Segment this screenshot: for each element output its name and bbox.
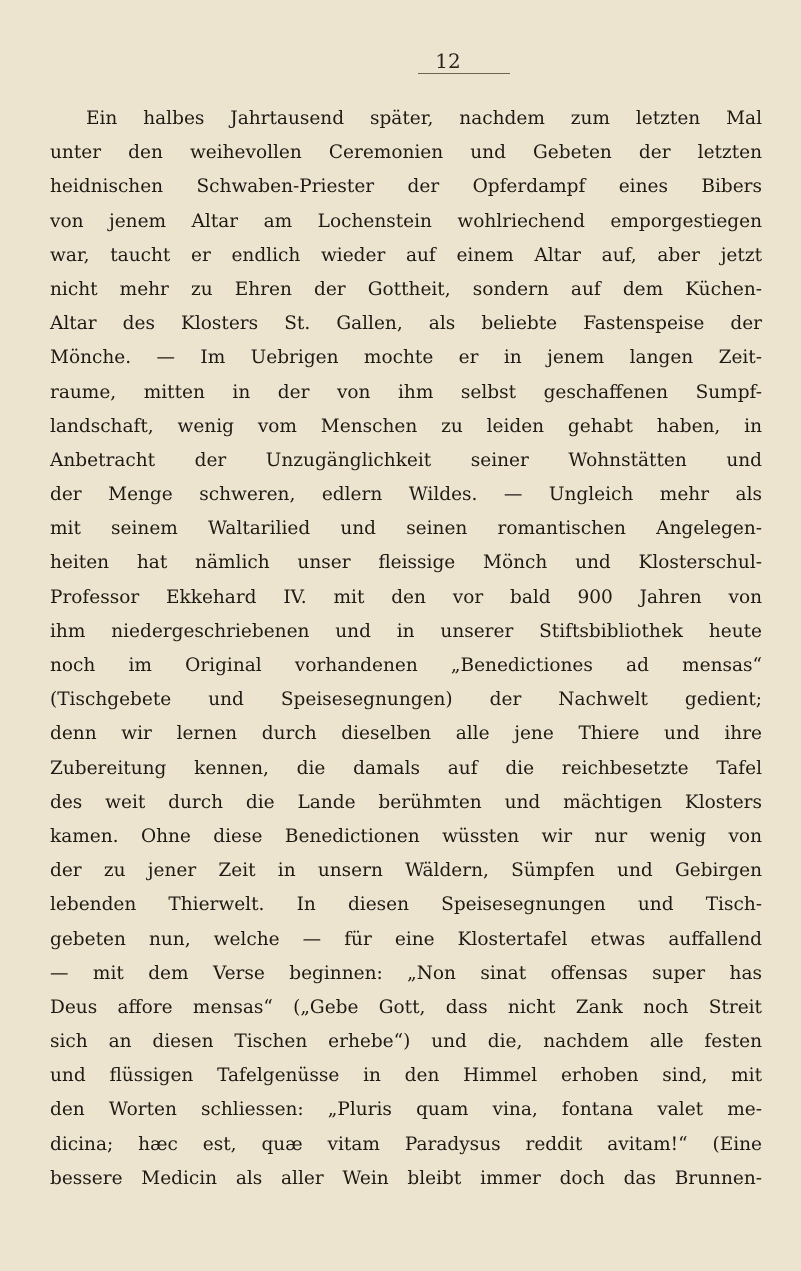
text-line: Mönche. — Im Uebrigen mochte er in jenem langen Zeit-: [50, 347, 762, 369]
text-line: Altar des Klosters St. Gallen, als beliebte Fastenspeise der: [50, 313, 762, 335]
text-line: Zubereitung kennen, die damals auf die reichbesetzte Tafel: [50, 757, 762, 779]
text-line: dicina; hæc est, quæ vitam Paradysus reddit avitam!“ (Eine: [50, 1133, 762, 1155]
text-line: ihm niedergeschriebenen und in unserer Stiftsbibliothek heute: [50, 620, 762, 642]
text-line: von jenem Altar am Lochenstein wohlriechend emporgestiegen: [50, 210, 762, 232]
page-number: 12: [435, 49, 461, 73]
text-line: war, taucht er endlich wieder auf einem Altar auf, aber jetzt: [50, 244, 762, 266]
text-line: heidnischen Schwaben-Priester der Opferdampf eines Bibers: [50, 176, 762, 198]
text-line: — mit dem Verse beginnen: „Non sinat offensas super has: [50, 962, 762, 984]
text-line: Anbetracht der Unzugänglichkeit seiner Wohnstätten und: [50, 449, 762, 471]
text-line: (Tischgebete und Speisesegnungen) der Nachwelt gedient;: [50, 689, 762, 711]
text-line: bessere Medicin als aller Wein bleibt immer doch das Brunnen-: [50, 1167, 762, 1189]
text-line: Deus affore mensas“ („Gebe Gott, dass nicht Zank noch Streit: [50, 996, 762, 1018]
text-line: heiten hat nämlich unser fleissige Mönch und Klosterschul-: [50, 552, 762, 574]
text-line: gebeten nun, welche — für eine Klostertafel etwas auffallend: [50, 928, 762, 950]
text-line: den Worten schliessen: „Pluris quam vina, fontana valet me-: [50, 1099, 762, 1121]
text-line: der Menge schweren, edlern Wildes. — Ungleich mehr als: [50, 484, 762, 506]
text-line: lebenden Thierwelt. In diesen Speisesegnungen und Tisch-: [50, 894, 762, 916]
text-line: denn wir lernen durch dieselben alle jene Thiere und ihre: [50, 723, 762, 745]
text-line: des weit durch die Lande berühmten und mächtigen Klosters: [50, 791, 762, 813]
text-line: und flüssigen Tafelgenüsse in den Himmel erhoben sind, mit: [50, 1065, 762, 1087]
text-line: mit seinem Waltarilied und seinen romantischen Angelegen-: [50, 518, 762, 540]
text-line: unter den weihevollen Ceremonien und Gebeten der letzten: [50, 142, 762, 164]
header-rule: [418, 73, 510, 74]
text-line: sich an diesen Tischen erhebe“) und die, nachdem alle festen: [50, 1031, 762, 1053]
text-line: nicht mehr zu Ehren der Gottheit, sondern auf dem Küchen-: [50, 278, 762, 300]
body-text: [50, 102, 762, 1196]
text-line: landschaft, wenig vom Menschen zu leiden gehabt haben, in: [50, 415, 762, 437]
text-line: Ein halbes Jahrtausend später, nachdem zum letzten Mal: [86, 108, 762, 129]
text-line: der zu jener Zeit in unsern Wäldern, Sümpfen und Gebirgen: [50, 860, 762, 882]
text-line: raume, mitten in der von ihm selbst geschaffenen Sumpf-: [50, 381, 762, 403]
text-line: kamen. Ohne diese Benedictionen wüssten wir nur wenig von: [50, 825, 762, 847]
text-line: noch im Original vorhandenen „Benedictiones ad mensas“: [50, 655, 762, 676]
text-line: Professor Ekkehard IV. mit den vor bald 900 Jahren von: [50, 586, 762, 608]
